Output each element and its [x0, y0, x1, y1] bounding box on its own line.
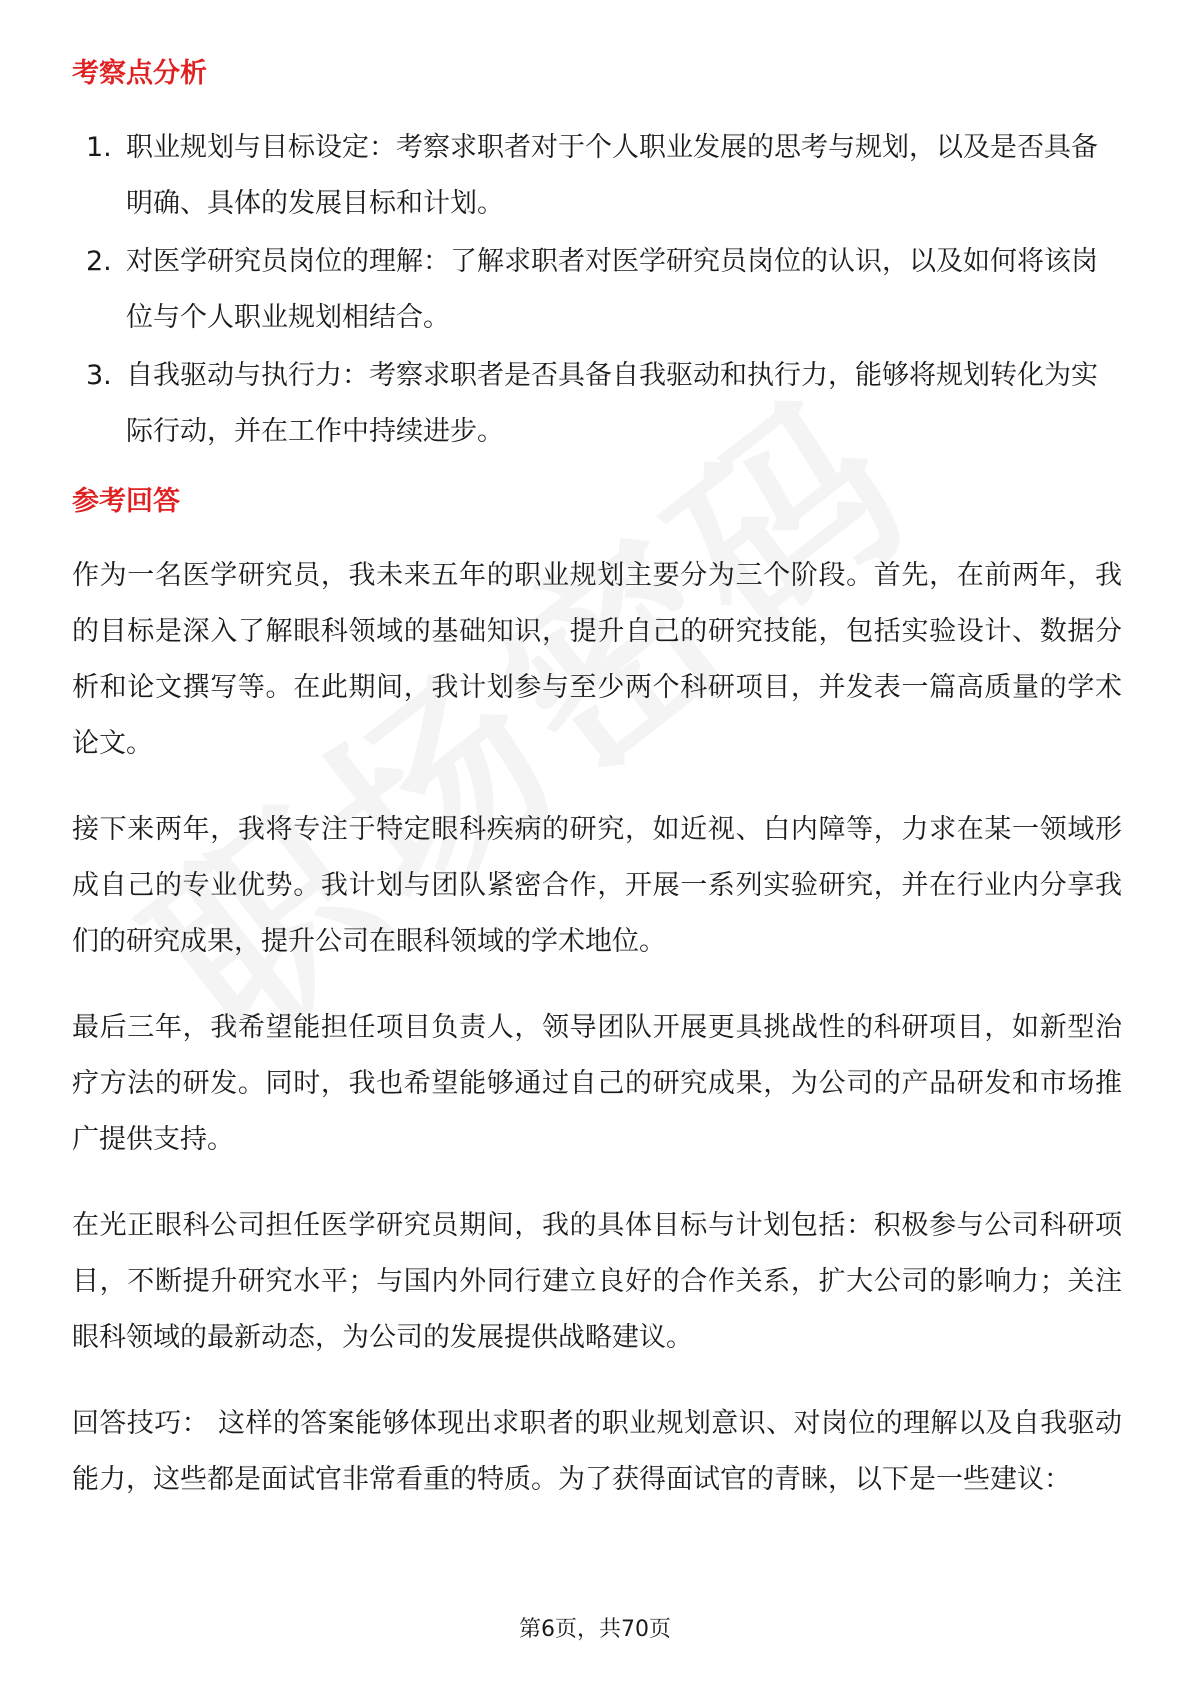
- answer-paragraph: 在光正眼科公司担任医学研究员期间，我的具体目标与计划包括：积极参与公司科研项目，不断提升研究水平；与国内外同行建立良好的合作关系，扩大公司的影响力；关注眼科领域的最新动态，为公司的发展提供战略建议。: [72, 1210, 1122, 1353]
- answer-paragraph: 接下来两年，我将专注于特定眼科疾病的研究，如近视、白内障等，力求在某一领域形成自己的专业优势。我计划与团队紧密合作，开展一系列实验研究，并在行业内分享我们的研究成果，提升公司在眼科领域的学术地位。: [72, 814, 1122, 957]
- list-item: [72, 120, 1122, 232]
- list-item-number: 1.: [86, 132, 112, 163]
- list-item: [72, 234, 1122, 346]
- tips-paragraph: 回答技巧： 这样的答案能够体现出求职者的职业规划意识、对岗位的理解以及自我驱动能力，这些都是面试官非常看重的特质。为了获得面试官的青睐，以下是一些建议：: [72, 1408, 1122, 1495]
- list-item-text: 自我驱动与执行力：考察求职者是否具备自我驱动和执行力，能够将规划转化为实际行动，并在工作中持续进步。: [126, 360, 1098, 447]
- analysis-heading: 考察点分析: [72, 58, 207, 89]
- list-item: [72, 348, 1122, 460]
- page-content: [72, 40, 1122, 1538]
- page-number: 第6页，共70页: [519, 1617, 671, 1642]
- list-item-number: 3.: [86, 360, 112, 391]
- answer-heading: 参考回答: [72, 486, 180, 517]
- list-item-number: 2.: [86, 246, 112, 277]
- answer-paragraph: 最后三年，我希望能担任项目负责人，领导团队开展更具挑战性的科研项目，如新型治疗方法的研发。同时，我也希望能够通过自己的研究成果，为公司的产品研发和市场推广提供支持。: [72, 1012, 1122, 1155]
- list-item-text: 职业规划与目标设定：考察求职者对于个人职业发展的思考与规划，以及是否具备明确、具体的发展目标和计划。: [126, 132, 1098, 219]
- list-item-text: 对医学研究员岗位的理解：了解求职者对医学研究员岗位的认识，以及如何将该岗位与个人职业规划相结合。: [126, 246, 1098, 333]
- analysis-list: [72, 120, 1122, 460]
- answer-paragraph: 作为一名医学研究员，我未来五年的职业规划主要分为三个阶段。首先，在前两年，我的目标是深入了解眼科领域的基础知识，提升自己的研究技能，包括实验设计、数据分析和论文撰写等。在此期间，我计划参与至少两个科研项目，并发表一篇高质量的学术论文。: [72, 560, 1122, 759]
